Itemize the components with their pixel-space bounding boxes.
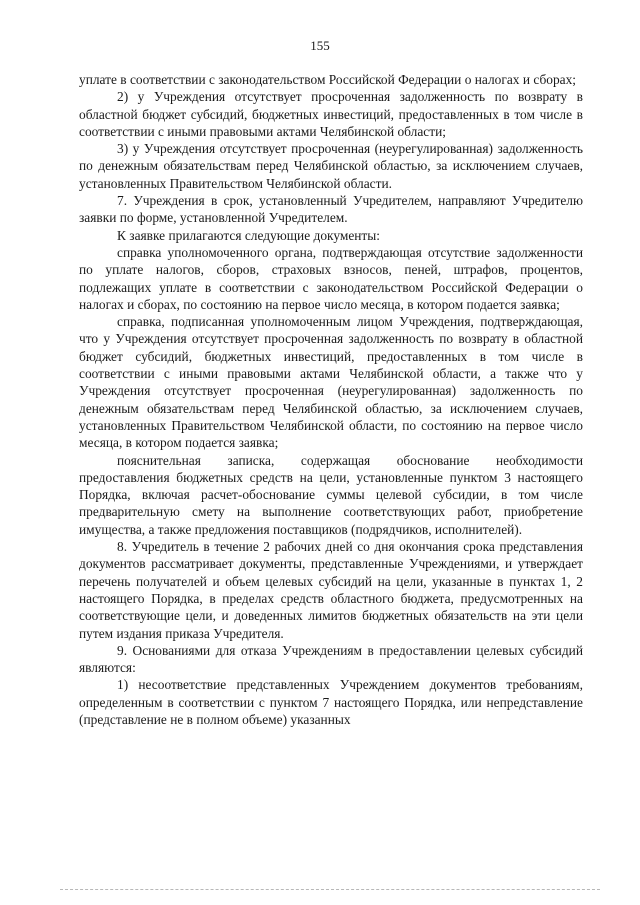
paragraph-refusal-ground-1: 1) несоответствие представленных Учреждением документов требованиям, определенным в соответствии с пунктом 7 настоящего Порядка, или непредставление (представление не в полном объеме) указанных xyxy=(79,677,583,727)
document-body xyxy=(79,71,583,728)
paragraph-debt-certificate: справка, подписанная уполномоченным лицом Учреждения, подтверждающая, что у Учреждения отсутствует просроченная задолженность по возврату в областной бюджет субсидий, бюджетных инвестиций, предоставленных в том числе в соответствии с иными правовыми актами Челябинской области, а также что у Учреждения отсутствует просроченная (неурегулированная) задолженность по денежным обязательствам перед Челябинской областью, за исключением случаев, установленных Правительством Челябинской области, по состоянию на первое число месяца, в котором подается заявка; xyxy=(79,314,583,451)
paragraph-clause-8: 8. Учредитель в течение 2 рабочих дней со дня окончания срока представления документов рассматривает документы, представленные Учреждениями, и утверждает перечень получателей и объем целевых субсидий на цели, указанные в пунктах 1, 2 настоящего Порядка, в пределах средств областного бюджета, предусмотренных на соответствующие цели, и доведенных лимитов бюджетных обязательств на эти цели путем издания приказа Учредителя. xyxy=(79,539,583,641)
paragraph-explanatory-note: пояснительная записка, содержащая обоснование необходимости предоставления бюджетных средств на цели, установленные пунктом 3 настоящего Порядка, включая расчет-обоснование суммы целевой субсидии, в том числе предварительную смету на выполнение соответствующих работ, приобретение имущества, а также предложения поставщиков (подрядчиков, исполнителей). xyxy=(79,452,583,537)
paragraph-item-2: 2) у Учреждения отсутствует просроченная задолженность по возврату в областной бюджет субсидий, бюджетных инвестиций, предоставленных в том числе в соответствии с иными правовыми актами Челябинской области; xyxy=(79,89,583,139)
paragraph-item-3: 3) у Учреждения отсутствует просроченная (неурегулированная) задолженность по денежным обязательствам перед Челябинской областью, за исключением случаев, установленных Правительством Челябинской области. xyxy=(79,141,583,191)
paragraph-continuation: уплате в соответствии с законодательством Российской Федерации о налогах и сборах; xyxy=(79,72,577,87)
scan-bottom-edge-line xyxy=(60,889,600,890)
page-number: 155 xyxy=(310,38,330,53)
paragraph-attachments-intro: К заявке прилагаются следующие документы: xyxy=(117,227,381,243)
paragraph-clause-9: 9. Основаниями для отказа Учреждениям в предоставлении целевых субсидий являются: xyxy=(79,642,583,676)
paragraph-tax-certificate: справка уполномоченного органа, подтверждающая отсутствие задолженности по уплате налогов, сборов, страховых взносов, пеней, штрафов, процентов, подлежащих уплате в соответствии с законодательством Российской Федерации о налогах и сборах, по состоянию на первое число месяца, в котором подается заявка; xyxy=(79,244,583,312)
paragraph-clause-7: 7. Учреждения в срок, установленный Учредителем, направляют Учредителю заявки по форме, установленной Учредителем. xyxy=(79,193,583,226)
